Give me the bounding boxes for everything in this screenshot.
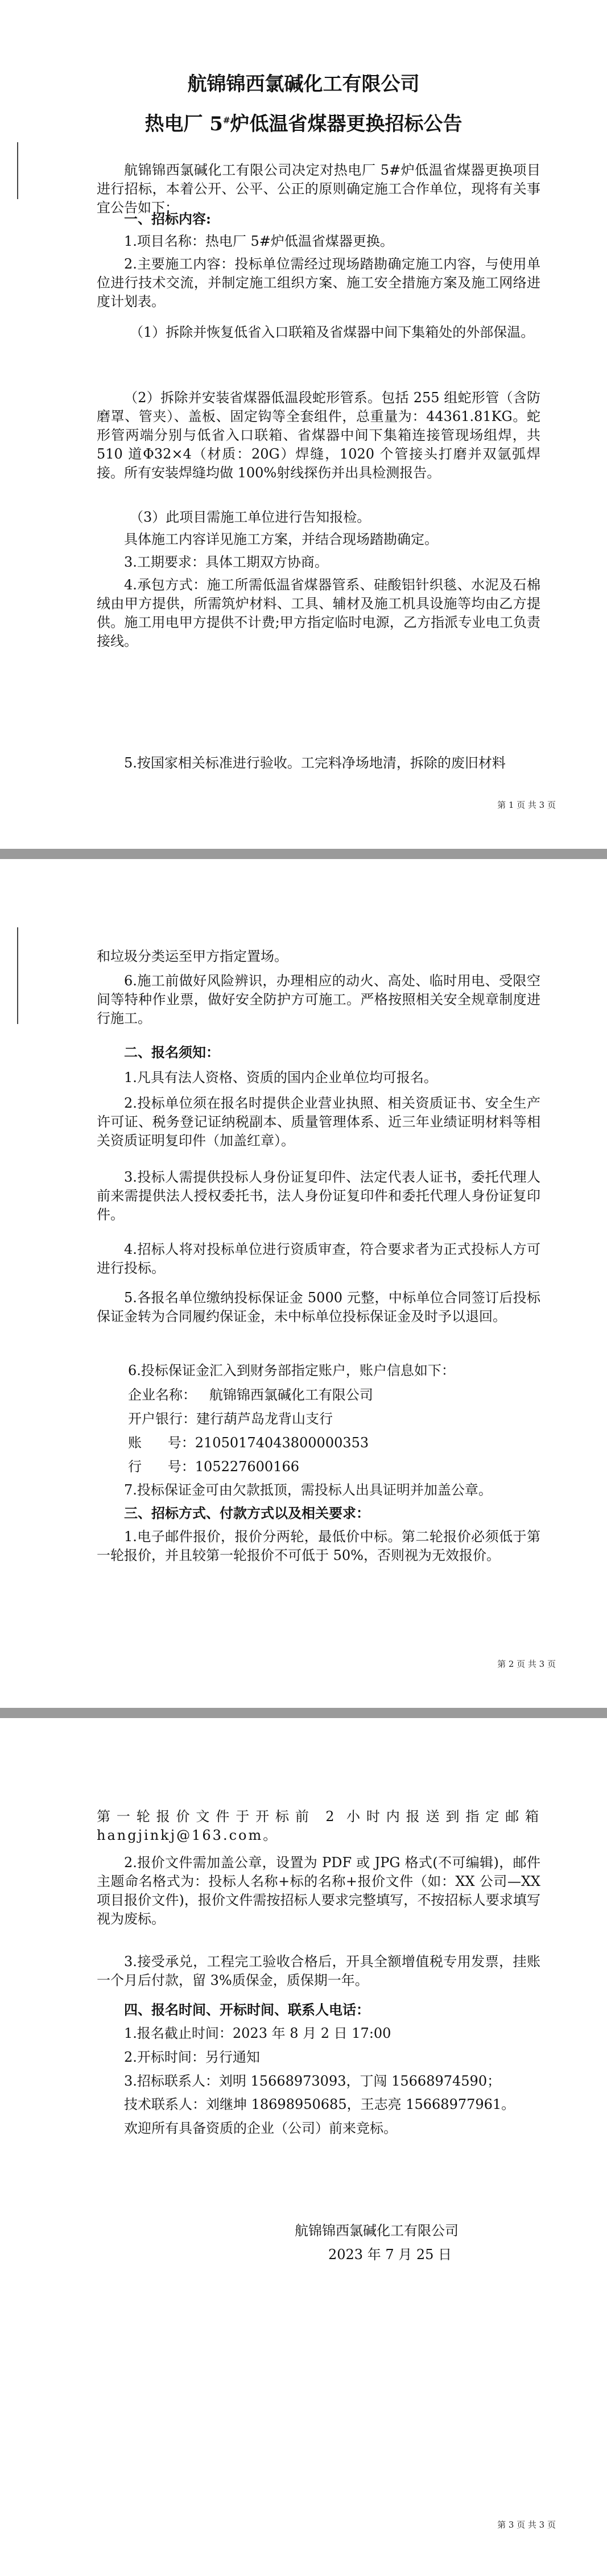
account-number: 账 号：21050174043800000353 (128, 1435, 369, 1451)
page-separator (0, 1708, 607, 1718)
section-4-heading: 四、报名时间、开标时间、联系人电话： (124, 2001, 370, 2018)
page-number-1: 第 1 页 共 3 页 (497, 800, 556, 810)
section-4-closing: 欢迎所有具备资质的企业（公司）前来竞标。 (124, 2120, 397, 2136)
section-2-item-1: 1.凡具有法人资格、资质的国内企业单位均可报名。 (124, 1070, 437, 1085)
section-1-item-2d: 具体施工内容详见施工方案，并结合现场踏勘确定。 (124, 531, 438, 547)
section-1-item-1: 1.项目名称：热电厂 5#炉低温省煤器更换。 (124, 233, 394, 249)
intro-paragraph: 航锦锦西氯碱化工有限公司决定对热电厂 5#炉低温省煤器更换项目进行招标，本着公开、公平、公正的原则确定施工合作单位，现将有关事宜公告如下： (97, 162, 540, 216)
section-1-item-5-start: 5.按国家相关标准进行验收。工完料净场地清，拆除的废旧材料 (124, 755, 506, 771)
signature-date: 2023 年 7 月 25 日 (328, 2247, 452, 2263)
section-4-item-1: 1.报名截止时间：2023 年 8 月 2 日 17:00 (124, 2025, 391, 2041)
section-1-item-2: 2.主要施工内容：投标单位需经过现场踏勘确定施工内容，与使用单位进行技术交流，并制定施工组织方案、施工安全措施方案及施工网络进度计划表。 (97, 256, 540, 309)
section-2-heading: 二、报名须知： (124, 1044, 220, 1060)
section-4-item-4: 技术联系人：刘继坤 18698950685，王志亮 15668977961。 (124, 2096, 515, 2112)
page-3 (0, 1718, 607, 2576)
section-3-item-1-end: 第一轮报价文件于开标前 2 小时内报送到指定邮箱 hangjinkj@163.com。 (97, 1809, 547, 1843)
bank-line-number: 行 号：105227600166 (128, 1459, 300, 1475)
section-1-item-6: 6.施工前做好风险辨识，办理相应的动火、高处、临时用电、受限空间等特种作业票，做好安全防护方可施工。严格按照相关安全规章制度进行施工。 (97, 973, 540, 1026)
section-1-item-4: 4.承包方式：施工所需低温省煤器管系、硅酸铝针织毯、水泥及石棉绒由甲方提供，所需筑炉材料、工具、辅材及施工机具设施等均由乙方提供。施工用电甲方提供不计费;甲方指定临时电源，乙方指派专业电工负责接线。 (97, 577, 540, 649)
section-2-item-3: 3.投标人需提供投标人身份证复印件、法定代表人证书，委托代理人前来需提供法人授权委托书，法人身份证复印件和委托代理人身份证复印件。 (97, 1169, 540, 1223)
company-title: 航锦锦西氯碱化工有限公司 (187, 73, 420, 96)
section-3-item-1-start: 1.电子邮件报价，报价分两轮，最低价中标。第二轮报价必须低于第一轮报价，并且较第一轮报价不可低于 50%，否则视为无效报价。 (97, 1529, 540, 1563)
section-3-item-3: 3.接受承兑，工程完工验收合格后，开具全额增值税专用发票，挂账一个月后付款，留 3%质保金，质保期一年。 (97, 1954, 540, 1988)
page-number-3: 第 3 页 共 3 页 (497, 2520, 556, 2530)
section-2-item-4: 4.招标人将对投标单位进行资质审查，符合要求者为正式投标人方可进行投标。 (97, 1241, 540, 1276)
section-1-item-2c: （3）此项目需施工单位进行告知报检。 (130, 509, 371, 525)
page-number-2: 第 2 页 共 3 页 (497, 1659, 556, 1669)
page-margin-line (17, 142, 18, 199)
section-1-item-2b: （2）拆除并安装省煤器低温段蛇形管系。包括 255 组蛇形管（含防磨罩、管夹）、盖板、固定钩等全套组件，总重量为：44361.81KG。蛇形管两端分别与低省入口联箱、省煤器中间下集箱连接管现场组焊，共 510 道Φ32×4（材质：20G）焊缝，1020 个管接头打磨并双氩弧焊接。所有安装焊缝均做 100%射线探伤并出具检测报告。 (97, 390, 545, 481)
account-bank: 开户银行：建行葫芦岛龙背山支行 (128, 1411, 333, 1427)
page-1 (0, 0, 607, 849)
page-margin-line (17, 927, 18, 1024)
section-1-item-3: 3.工期要求：具体工期双方协商。 (124, 554, 328, 570)
section-2-item-5: 5.各报名单位缴纳投标保证金 5000 元整，中标单位合同签订后投标保证金转为合同履约保证金，未中标单位投标保证金及时予以退回。 (97, 1290, 540, 1324)
section-3-item-2: 2.报价文件需加盖公章，设置为 PDF 或 JPG 格式(不可编辑)，邮件主题命名格式为：投标人名称+标的名称+报价文件（如：XX 公司—XX 项目报价文件)，报价文件需按招标人要求完整填写，不按招标人要求填写视为废标。 (97, 1855, 545, 1927)
page-2 (0, 859, 607, 1708)
section-2-item-2: 2.投标单位须在报名时提供企业营业执照、相关资质证书、安全生产许可证、税务登记证纳税副本、质量管理体系、近三年业绩证明材料等相关资质证明复印件（加盖红章）。 (97, 1095, 540, 1149)
section-4-item-3: 3.招标联系人：刘明 15668973093，丁闯 15668974590； (124, 2073, 501, 2089)
section-3-heading: 三、招标方式、付款方式以及相关要求： (124, 1505, 370, 1521)
section-1-item-5-end: 和垃圾分类运至甲方指定置场。 (97, 948, 288, 964)
section-1-heading: 一、招标内容: (124, 210, 211, 227)
section-2-item-7: 7.投标保证金可由欠款抵顶，需投标人出具证明并加盖公章。 (124, 1482, 492, 1498)
subject-title: 热电厂 5#炉低温省煤器更换招标公告 (144, 113, 463, 135)
page-separator (0, 849, 607, 859)
signature-company: 航锦锦西氯碱化工有限公司 (295, 2223, 459, 2239)
section-1-item-2a: （1）拆除并恢复低省入口联箱及省煤器中间下集箱处的外部保温。 (130, 324, 535, 340)
section-2-item-6: 6.投标保证金汇入到财务部指定账户，账户信息如下： (128, 1363, 455, 1378)
section-4-item-2: 2.开标时间：另行通知 (124, 2049, 260, 2065)
account-company-name: 企业名称： 航锦锦西氯碱化工有限公司 (128, 1387, 373, 1403)
